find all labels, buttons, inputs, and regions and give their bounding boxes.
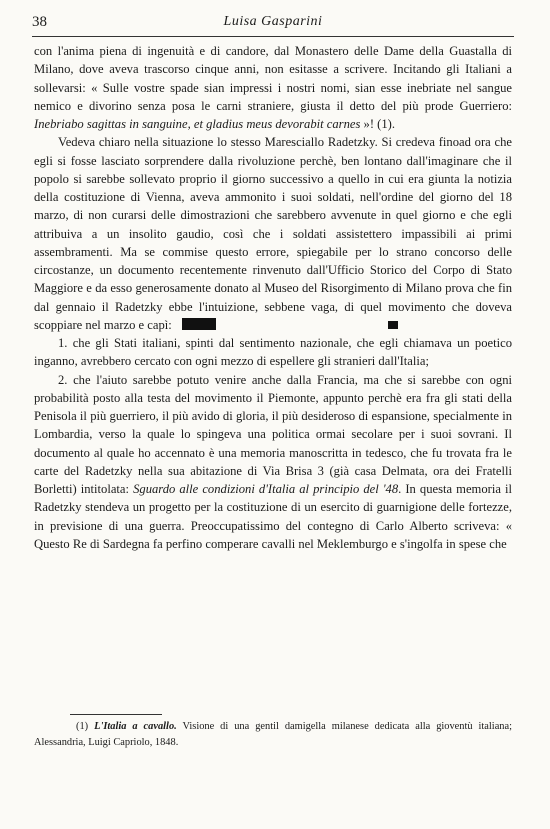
footnote <box>34 719 512 751</box>
latin-quotation: Inebriabo sagittas in sanguine, et gladius meus devorabit carnes <box>34 117 361 131</box>
paragraph-2 <box>34 133 512 334</box>
list-item-2-text: 2. che l'aiuto sarebbe potuto venire anche dalla Francia, ma che si sarebbe con ogni probabilità posto alla testa del movimento il Piemonte, appunto perchè era fra gli stati della Penisola il più guerriero, il più avido di gloria, il più desideroso di espansione, specialmente in Lombardia, verso la quale lo spingeva una politica ormai secolare per i suoi sovrani. Il documento al quale ho accennato è una memoria manoscritta in tedesco, che fu trovata fra le carte del Radetzky nella sua abitazione di Via Brisa 3 (già casa Delmata, ora dei Fratelli Borletti) intitolata: <box>34 372 512 496</box>
ink-mark <box>388 321 398 329</box>
page-header <box>32 12 514 34</box>
paragraph-1 <box>34 42 512 133</box>
footnote-1 <box>34 719 512 751</box>
list-item-2 <box>34 371 512 554</box>
paragraph-2-text: Vedeva chiaro nella situazione lo stesso Maresciallo Radetzky. Si credeva finoad ora che egli si fosse lasciato sorprendere dalla rivoluzione perchè, ben lontano dall'imaginare che il popolo si sarebbe sollevato proprio il giorno successivo a quello in cui era giunta la notizia della costituzione di Vienna, aveva ammonito i suoi soldati, nell'ordine del giorno del 18 marzo, di non curarsi delle dimostrazioni che sarebbero avvenute in quel giorno e che egli attribuiva a un insolito gaudio, così che i soldati assistettero impassibili ai primi assembramenti. Ma se commise questo errore, spiegabile per lo strano concorso delle circostanze, un documento recentemente rinvenuto dall'Ufficio Storico del Corpo di Stato Maggiore e da esso generosamente donato al Museo del Risorgimento di Milano prova che fin dal gennaio il Radetzky ebbe l'intuizione, sebbene vaga, di quel movimento che doveva scoppiare nel marzo e capì: <box>34 135 512 332</box>
paragraph-1-text: con l'anima piena di ingenuità e di candore, dal Monastero delle Dame della Guastalla di Milano, dove aveva trascorso cinque anni, non esitasse a scrivere. Incitando gli Italiani a sollevarsi: « Sulle vostre spade sian impressi i nostri nomi, sian esse inebriate nel sangue nemico e divorino senza posa le carni straniere, giusta il detto del più prode Guerriero: <box>34 44 512 113</box>
page-number: 38 <box>32 14 47 30</box>
footnote-text: Visione di una gentil damigella milanese dedicata alla gioventù italiana; Alessandria, Luigi Capriolo, 1848. <box>34 721 512 748</box>
footnote-rule <box>70 714 162 715</box>
ink-blot <box>182 318 216 330</box>
list-item-1 <box>34 334 512 371</box>
header-rule <box>32 36 514 37</box>
footnote-title: L'Italia a cavallo. <box>94 721 177 732</box>
footnote-marker: (1) <box>76 721 95 732</box>
paragraph-1-end: »! (1). <box>360 117 395 131</box>
body-text <box>34 42 512 553</box>
memoir-title: Sguardo alle condizioni d'Italia al principio del '48 <box>133 482 399 496</box>
list-item-2-end: . In questa memoria il Radetzky stendeva un progetto per la costituzione di un esercito di guarnigione delle fortezze, in previsione di una guerra. Preoccupatissimo del contegno di Carlo Alberto scriveva: « Questo Re di Sardegna fa perfino comperare cavalli nel Meklemburgo e s'ingolfa in spese che <box>34 482 513 551</box>
list-item-1-text: 1. che gli Stati italiani, spinti dal sentimento nazionale, che egli chiamava un poetico inganno, avrebbero cercato con ogni mezzo di espellere gli stranieri dall'Italia; <box>34 336 512 369</box>
running-head: Luisa Gasparini <box>223 14 323 29</box>
